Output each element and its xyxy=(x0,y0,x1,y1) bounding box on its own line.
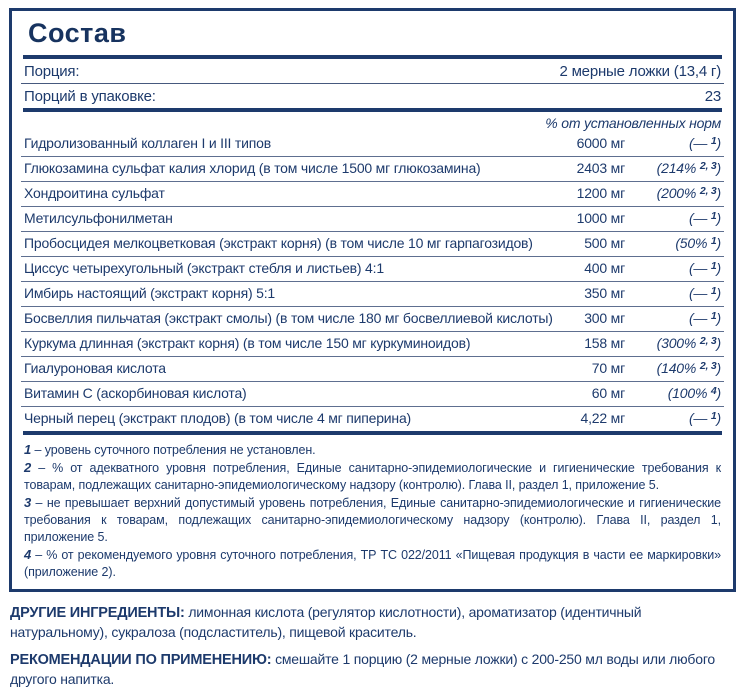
ingredient-amount: 1000 мг xyxy=(576,210,625,226)
servings-per-pack-label: Порций в упаковке: xyxy=(24,88,156,105)
ingredient-name: Глюкозамина сульфат калия хлорид (в том числе 1500 мг глюкозамина) xyxy=(24,160,481,176)
ingredient-name: Гидролизованный коллаген I и III типов xyxy=(24,135,271,151)
ingredient-percent-norm: (— $^1$) xyxy=(688,210,721,226)
footnote-reference: 1 xyxy=(710,310,717,322)
ingredient-row xyxy=(21,407,724,431)
footnote-reference: 1 xyxy=(710,285,717,297)
ingredient-row xyxy=(21,207,724,232)
ingredient-row xyxy=(21,232,724,257)
ingredient-amount: 400 мг xyxy=(584,260,625,276)
ingredient-row xyxy=(21,357,724,382)
ingredient-amount: 158 мг xyxy=(584,335,625,351)
ingredient-name: Гиалуроновая кислота xyxy=(24,360,166,376)
ingredient-percent-norm: (100% $^4$) xyxy=(667,385,721,401)
footnote-reference: 1 xyxy=(710,210,717,222)
footnote-number: 3 xyxy=(24,495,32,510)
serving-size-value: 2 мерные ложки (13,4 г) xyxy=(559,63,721,80)
ingredient-percent-norm: (50% $^1$) xyxy=(675,235,721,251)
footnote-reference: 1 xyxy=(710,410,717,422)
footnote-item: 4 – % от рекомендуемого уровня суточного потребления, ТР ТС 022/2011 «Пищевая продукция в части ее маркировки» (приложение 2). xyxy=(24,547,721,579)
footnote-reference: 4 xyxy=(710,385,717,397)
footnote-item: 2 – % от адекватного уровня потребления, Единые санитарно-эпидемиологические и гигиенические требования к товарам, подлежащих санитарно-эпидемиологическому надзору (контролю). Глава II, раздел 1, приложение 5. xyxy=(24,460,721,492)
footnote-item: 1 – уровень суточного потребления не установлен. xyxy=(24,442,316,457)
percent-norms-header: % от установленных норм xyxy=(545,115,721,131)
footnote-number: 4 xyxy=(24,547,32,562)
footnote-number: 2 xyxy=(24,460,32,475)
footnote-item: 3 – не превышает верхний допустимый уровень потребления, Единые санитарно-эпидемиологические и гигиенические требования к товарам, подлежащих санитарно-эпидемиологическому надзору (контролю). Глава II, раздел 1, приложение 5. xyxy=(24,495,721,544)
recommendations-paragraph xyxy=(10,650,735,689)
ingredient-percent-norm: (— $^1$) xyxy=(688,310,721,326)
ingredient-name: Пробосцидея мелкоцветковая (экстракт корня) (в том числе 10 мг гарпагозидов) xyxy=(24,235,533,251)
serving-size-label: Порция: xyxy=(24,63,80,80)
servings-per-pack-value: 23 xyxy=(704,88,721,105)
ingredient-amount: 70 мг xyxy=(591,360,625,376)
ingredient-amount: 2403 мг xyxy=(576,160,625,176)
ingredient-percent-norm: (214% $^{2, 3}$) xyxy=(656,160,721,176)
footnotes-block xyxy=(21,435,724,582)
ingredient-percent-norm: (— $^1$) xyxy=(688,285,721,301)
other-ingredients-paragraph xyxy=(10,603,735,642)
page-title: Состав xyxy=(28,18,127,48)
ingredient-percent-norm: (— $^1$) xyxy=(688,260,721,276)
ingredient-name: Имбирь настоящий (экстракт корня) 5:1 xyxy=(24,285,275,301)
ingredient-amount: 350 мг xyxy=(584,285,625,301)
ingredient-percent-norm: (— $^1$) xyxy=(688,410,721,426)
footnote-reference: 2, 3 xyxy=(699,160,717,172)
recommendations-label: РЕКОМЕНДАЦИИ ПО ПРИМЕНЕНИЮ: xyxy=(10,652,272,668)
other-ingredients-label: ДРУГИЕ ИНГРЕДИЕНТЫ: xyxy=(10,605,185,621)
ingredients-table xyxy=(21,132,724,431)
ingredient-name: Циссус четырехугольный (экстракт стебля и листьев) 4:1 xyxy=(24,260,384,276)
ingredient-name: Черный перец (экстракт плодов) (в том числе 4 мг пиперина) xyxy=(24,410,411,426)
footnote-number: 1 xyxy=(24,442,32,457)
ingredient-name: Метилсульфонилметан xyxy=(24,210,173,226)
recommendations-text: смешайте 1 порцию (2 мерные ложки) с 200-250 мл воды или любого другого напитка. xyxy=(10,651,716,687)
servings-per-pack-row xyxy=(21,84,724,108)
ingredient-percent-norm: (300% $^{2, 3}$) xyxy=(656,335,721,351)
ingredient-name: Босвеллия пильчатая (экстракт смолы) (в том числе 180 мг босвеллиевой кислоты) xyxy=(24,310,553,326)
ingredient-name: Витамин С (аскорбиновая кислота) xyxy=(24,385,247,401)
footnote-reference: 2, 3 xyxy=(699,335,717,347)
ingredient-amount: 6000 мг xyxy=(576,135,625,151)
ingredient-row xyxy=(21,182,724,207)
ingredient-amount: 1200 мг xyxy=(576,185,625,201)
ingredient-amount: 60 мг xyxy=(591,385,625,401)
composition-panel xyxy=(9,8,736,592)
footnote-reference: 1 xyxy=(710,135,717,147)
supplement-label xyxy=(0,8,745,687)
footnote-reference: 2, 3 xyxy=(699,360,717,372)
ingredient-row xyxy=(21,257,724,282)
other-ingredients-text: лимонная кислота (регулятор кислотности), ароматизатор (идентичный натуральному), сукралоза (подсластитель), пищевой краситель. xyxy=(10,604,642,640)
ingredient-row xyxy=(21,307,724,332)
ingredient-name: Хондроитина сульфат xyxy=(24,185,165,201)
ingredient-amount: 300 мг xyxy=(584,310,625,326)
ingredient-amount: 4,22 мг xyxy=(580,410,625,426)
ingredient-row xyxy=(21,157,724,182)
footnote-reference: 1 xyxy=(710,260,717,272)
ingredient-row xyxy=(21,132,724,157)
ingredient-amount: 500 мг xyxy=(584,235,625,251)
ingredient-row xyxy=(21,282,724,307)
footnote-reference: 1 xyxy=(710,235,717,247)
footnote-reference: 2, 3 xyxy=(699,185,717,197)
serving-size-row xyxy=(21,59,724,84)
ingredient-percent-norm: (200% $^{2, 3}$) xyxy=(656,185,721,201)
ingredient-percent-norm: (— $^1$) xyxy=(688,135,721,151)
ingredient-percent-norm: (140% $^{2, 3}$) xyxy=(656,360,721,376)
ingredient-name: Куркума длинная (экстракт корня) (в том числе 150 мг куркуминоидов) xyxy=(24,335,471,351)
ingredient-row xyxy=(21,332,724,357)
ingredient-row xyxy=(21,382,724,407)
